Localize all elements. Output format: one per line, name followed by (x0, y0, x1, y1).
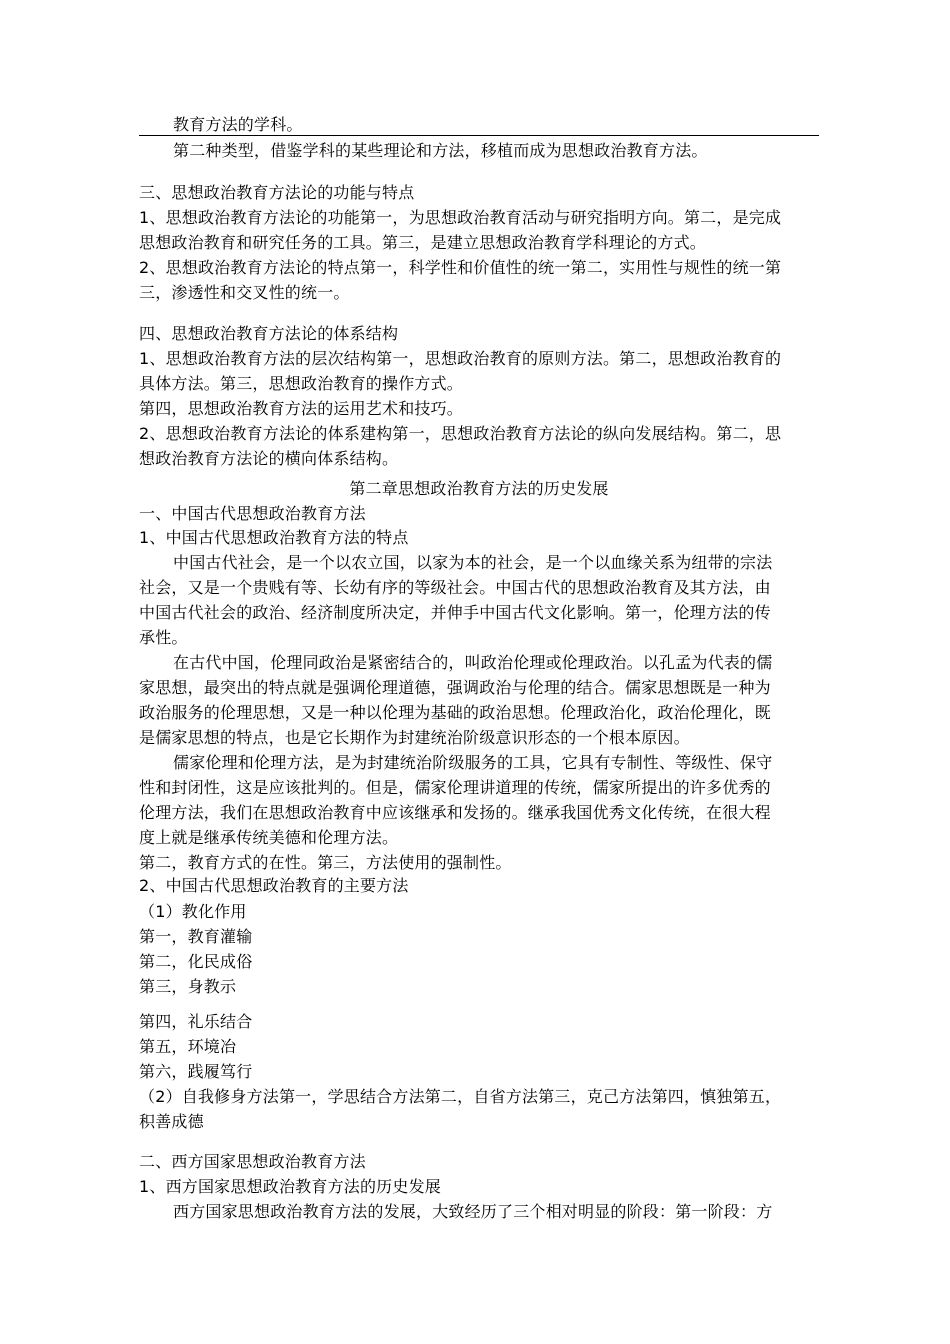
text-line: 性和封闭性，这是应该批判的。但是，儒家伦理讲道理的传统，儒家所提出的许多优秀的 (139, 778, 771, 797)
section-heading: 一、中国古代思想政治教育方法 (139, 504, 366, 523)
list-item: 第一，教育灌输 (139, 927, 253, 946)
text-line: 三，渗透性和交叉性的统一。 (139, 283, 350, 302)
text-line: 政治服务的伦理思想，又是一种以伦理为基础的政治思想。伦理政治化，政治伦理化，既 (139, 703, 771, 722)
text-line: 承性。 (139, 628, 188, 647)
text-line: 2、思想政治教育方法论的体系建构第一，思想政治教育方法论的纵向发展结构。第二，思 (139, 424, 782, 443)
list-item: （1）教化作用 (139, 902, 247, 921)
section-heading: 三、思想政治教育方法论的功能与特点 (139, 183, 415, 202)
text-line: 儒家伦理和伦理方法，是为封建统治阶级服务的工具，它具有专制性、等级性、保守 (173, 753, 773, 772)
text-line: 度上就是继承传统美德和伦理方法。 (139, 828, 399, 847)
list-item: 第四，礼乐结合 (139, 1012, 253, 1031)
text-line: 在古代中国，伦理同政治是紧密结合的，叫政治伦理或伦理政治。以孔孟为代表的儒 (173, 653, 773, 672)
text-line: 第四，思想政治教育方法的运用艺术和技巧。 (139, 399, 464, 418)
text-line: 西方国家思想政治教育方法的发展，大致经历了三个相对明显的阶段：第一阶段：方 (173, 1202, 773, 1221)
list-item: 第六，践履笃行 (139, 1062, 253, 1081)
list-item: 第五，环境冶 (139, 1037, 237, 1056)
text-line: （2）自我修身方法第一，学思结合方法第二，自省方法第三，克己方法第四，慎独第五， (139, 1087, 782, 1106)
text-line: 1、思想政治教育方法论的功能第一，为思想政治教育活动与研究指明方向。第二，是完成 (139, 208, 782, 227)
section-heading: 二、西方国家思想政治教育方法 (139, 1152, 366, 1171)
subsection-heading: 1、中国古代思想政治教育方法的特点 (139, 528, 409, 547)
text-line: 积善成德 (139, 1112, 204, 1131)
header-rule (139, 135, 819, 136)
text-line: 教育方法的学科。 (173, 115, 303, 134)
text-line: 具体方法。第三，思想政治教育的操作方式。 (139, 374, 464, 393)
text-line: 是儒家思想的特点，也是它长期作为封建统治阶级意识形态的一个根本原因。 (139, 728, 690, 747)
chapter-title: 第二章思想政治教育方法的历史发展 (349, 479, 609, 498)
text-line: 思想政治教育和研究任务的工具。第三，是建立思想政治教育学科理论的方式。 (139, 233, 707, 252)
text-line: 家思想，最突出的特点就是强调伦理道德，强调政治与伦理的结合。儒家思想既是一种为 (139, 678, 771, 697)
text-line: 1、思想政治教育方法的层次结构第一，思想政治教育的原则方法。第二，思想政治教育的 (139, 349, 782, 368)
text-line: 第二，教育方式的在性。第三，方法使用的强制性。 (139, 853, 512, 872)
text-line: 第二种类型，借鉴学科的某些理论和方法，移植而成为思想政治教育方法。 (173, 141, 708, 160)
section-heading: 四、思想政治教育方法论的体系结构 (139, 324, 399, 343)
text-line: 中国古代社会，是一个以农立国，以家为本的社会，是一个以血缘关系为纽带的宗法 (173, 553, 773, 572)
list-item: 第二，化民成俗 (139, 952, 253, 971)
list-item: 第三，身教示 (139, 977, 237, 996)
text-line: 想政治教育方法论的横向体系结构。 (139, 449, 399, 468)
subsection-heading: 1、西方国家思想政治教育方法的历史发展 (139, 1177, 441, 1196)
subsection-heading: 2、中国古代思想政治教育的主要方法 (139, 876, 409, 895)
text-line: 伦理方法，我们在思想政治教育中应该继承和发扬的。继承我国优秀文化传统，在很大程 (139, 803, 771, 822)
text-line: 社会，又是一个贵贱有等、长幼有序的等级社会。中国古代的思想政治教育及其方法，由 (139, 578, 771, 597)
text-line: 2、思想政治教育方法论的特点第一，科学性和价值性的统一第二，实用性与规性的统一第 (139, 258, 782, 277)
text-line: 中国古代社会的政治、经济制度所决定，并伸手中国古代文化影响。第一，伦理方法的传 (139, 603, 771, 622)
